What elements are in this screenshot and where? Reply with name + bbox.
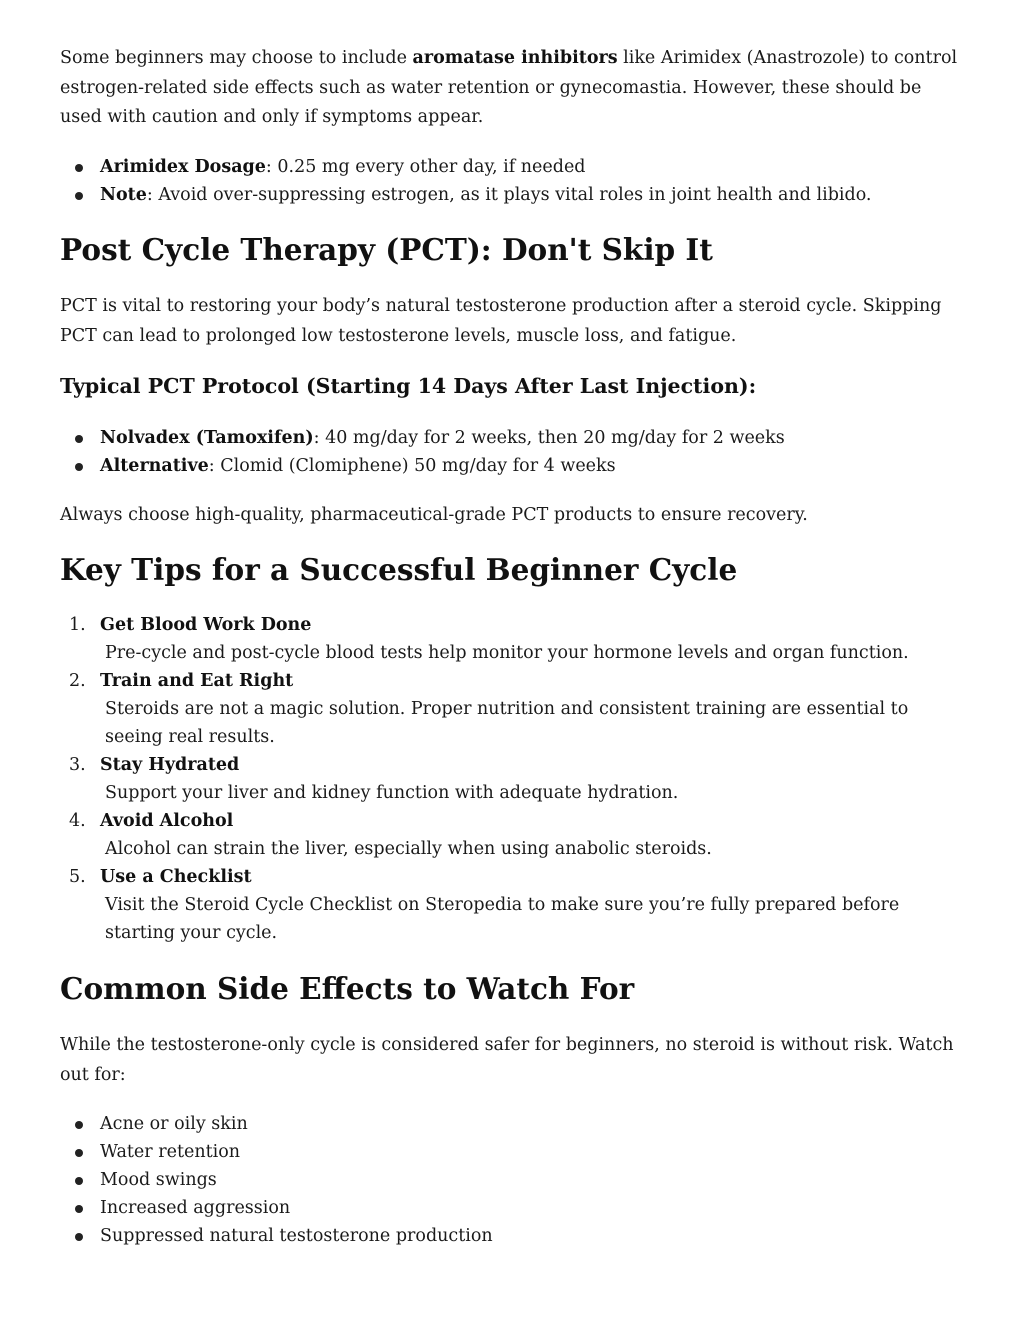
side-effects-list [60, 1110, 965, 1250]
list-item-term: Note [100, 185, 147, 205]
tip-item [60, 751, 965, 807]
tip-item [60, 667, 965, 751]
side-effects-paragraph: While the testosterone-only cycle is considered safer for beginners, no steroid is without risk. Watch out for: [60, 1035, 954, 1085]
tip-number: 1. [69, 615, 86, 635]
list-item [60, 1166, 965, 1194]
bullet-icon [75, 1233, 83, 1241]
pct-list [60, 424, 965, 480]
list-item-text: Increased aggression [100, 1198, 291, 1218]
pct-heading: Post Cycle Therapy (PCT): Don't Skip It [60, 232, 713, 267]
list-item-text: Suppressed natural testosterone production [100, 1226, 493, 1246]
list-item-text: Water retention [100, 1142, 241, 1162]
tip-text: Support your liver and kidney function with adequate hydration. [105, 783, 679, 803]
tip-number: 3. [69, 755, 86, 775]
tip-title: Avoid Alcohol [100, 811, 234, 831]
bullet-icon [75, 1149, 83, 1157]
intro-bold-term: aromatase inhibitors [412, 48, 618, 68]
bullet-icon [75, 1177, 83, 1185]
bullet-icon [75, 1205, 83, 1213]
pct-paragraph: PCT is vital to restoring your body’s natural testosterone production after a steroid cycle. Skipping PCT can lead to prolonged low testosterone levels, muscle loss, and fatigue. [60, 296, 942, 346]
bullet-icon [75, 164, 83, 172]
pct-subheading: Typical PCT Protocol (Starting 14 Days After Last Injection): [60, 374, 757, 398]
list-item [60, 181, 965, 209]
tip-title: Get Blood Work Done [100, 615, 312, 635]
list-item [60, 1222, 965, 1250]
list-item-term: Alternative [100, 456, 209, 476]
list-item-text: Mood swings [100, 1170, 217, 1190]
tip-item [60, 863, 965, 947]
list-item-text: : 0.25 mg every other day, if needed [265, 157, 586, 177]
list-item [60, 153, 965, 181]
tip-number: 4. [69, 811, 86, 831]
tip-text: Alcohol can strain the liver, especially when using anabolic steroids. [105, 839, 712, 859]
list-item-text: : 40 mg/day for 2 weeks, then 20 mg/day for 2 weeks [313, 428, 785, 448]
list-item [60, 1138, 965, 1166]
tip-text: Pre-cycle and post-cycle blood tests help monitor your hormone levels and organ function. [105, 643, 909, 663]
list-item [60, 452, 965, 480]
tip-title: Use a Checklist [100, 867, 252, 887]
tip-item [60, 807, 965, 863]
tips-heading: Key Tips for a Successful Beginner Cycle [60, 552, 738, 587]
side-effects-heading: Common Side Effects to Watch For [60, 971, 635, 1006]
tip-number: 5. [69, 867, 86, 887]
aromatase-list [60, 153, 965, 209]
bullet-icon [75, 1121, 83, 1129]
list-item-text: : Clomid (Clomiphene) 50 mg/day for 4 weeks [208, 456, 616, 476]
tips-list [60, 611, 965, 947]
list-item [60, 1194, 965, 1222]
list-item [60, 424, 965, 452]
pct-closing: Always choose high-quality, pharmaceutical-grade PCT products to ensure recovery. [60, 505, 808, 525]
bullet-icon [75, 192, 83, 200]
list-item-text: Acne or oily skin [100, 1114, 248, 1134]
tip-text: Steroids are not a magic solution. Proper nutrition and consistent training are essential to seeing real results. [105, 699, 909, 747]
bullet-icon [75, 463, 83, 471]
list-item-text: : Avoid over-suppressing estrogen, as it plays vital roles in joint health and libido. [146, 185, 872, 205]
tip-title: Train and Eat Right [100, 671, 294, 691]
bullet-icon [75, 435, 83, 443]
tip-number: 2. [69, 671, 86, 691]
list-item [60, 1110, 965, 1138]
list-item-term: Arimidex Dosage [100, 157, 266, 177]
intro-text-end: like Arimidex (Anastrozole) to control estrogen-related side effects such as water retention or gynecomastia. However, these should be used with caution and only if symptoms appear. [60, 48, 958, 127]
tip-text: Visit the Steroid Cycle Checklist on Steropedia to make sure you’re fully prepared before starting your cycle. [105, 895, 900, 943]
list-item-term: Nolvadex (Tamoxifen) [100, 428, 314, 448]
intro-paragraph [60, 44, 965, 133]
intro-text-start: Some beginners may choose to include [60, 48, 413, 68]
tip-item [60, 611, 965, 667]
tip-title: Stay Hydrated [100, 755, 240, 775]
